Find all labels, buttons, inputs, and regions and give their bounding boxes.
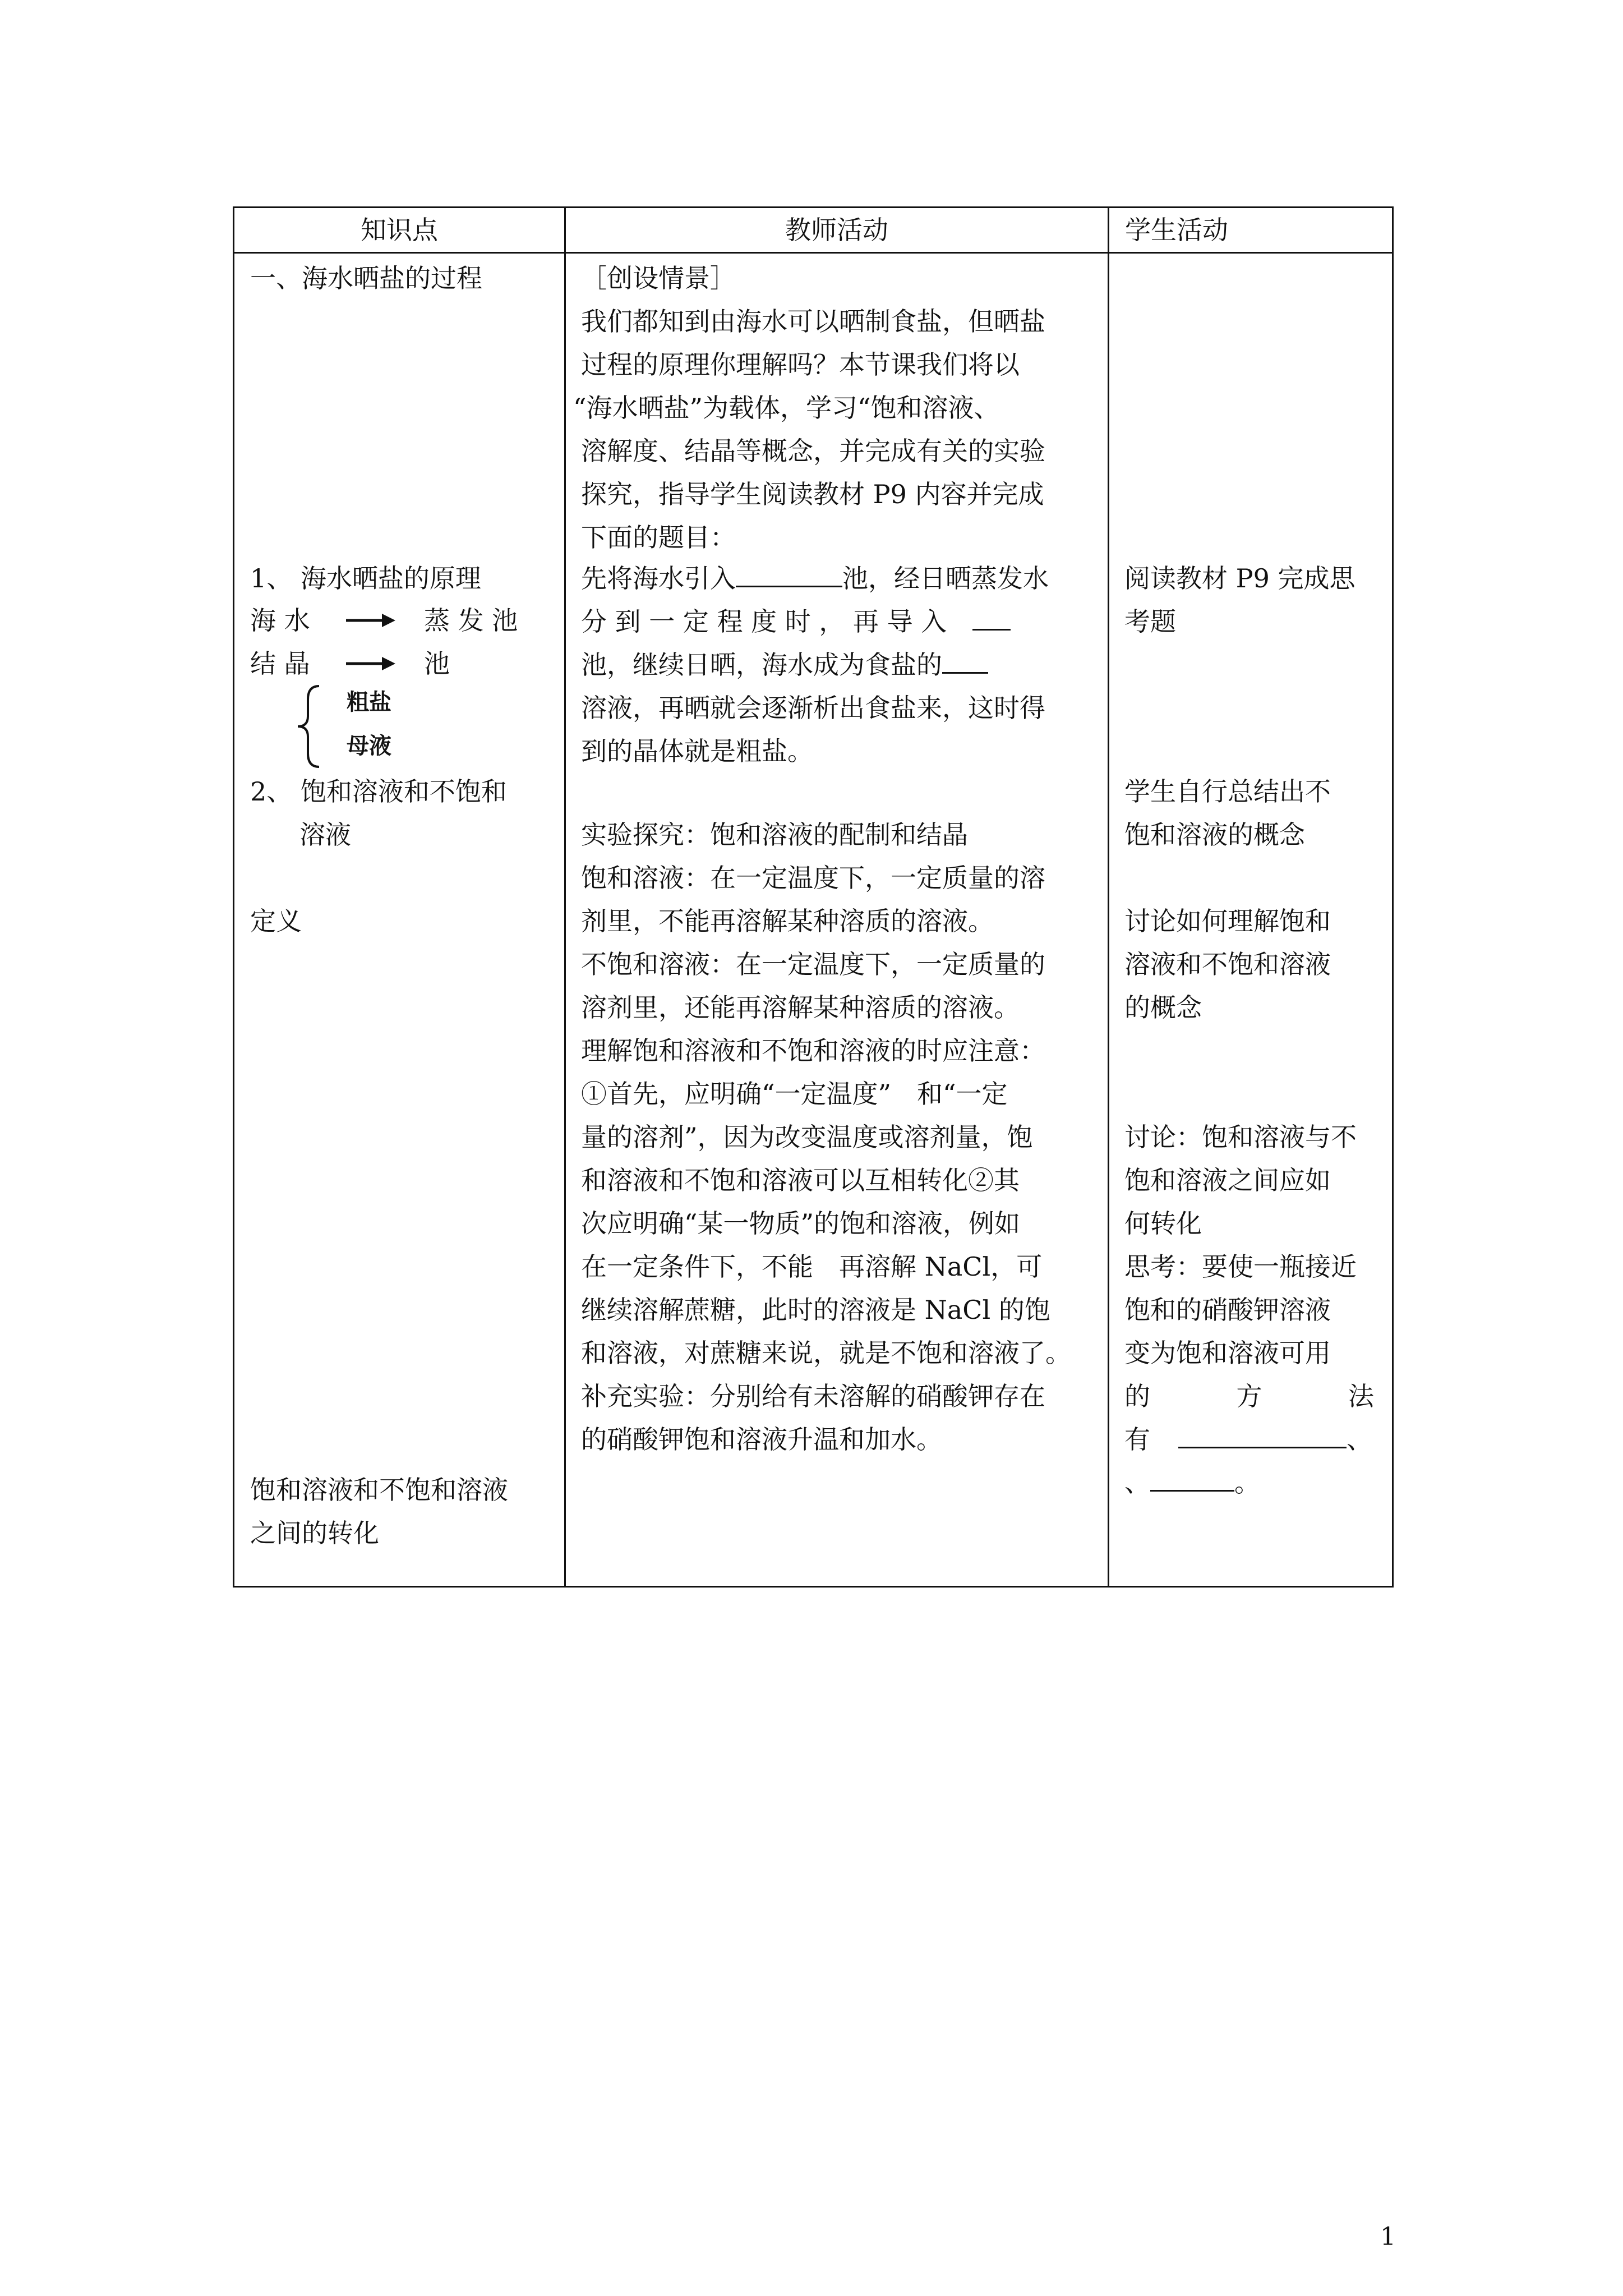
item2-title-line2: 溶液 bbox=[299, 820, 351, 850]
summary-line2: 饱和溶液的概念 bbox=[1124, 820, 1305, 850]
page-number: 1 bbox=[1380, 2223, 1396, 2251]
answer-blank bbox=[1150, 1467, 1234, 1492]
header-student-activity: 学生活动 bbox=[1125, 215, 1228, 245]
body-line: 量的溶剂”，因为改变温度或溶剂量，饱 bbox=[581, 1122, 1033, 1152]
answer-text: 、 bbox=[1347, 1424, 1372, 1455]
intro-line: 溶解度、结晶等概念，并完成有关的实验 bbox=[581, 436, 1045, 466]
body-line: 和溶液和不饱和溶液可以互相转化②其 bbox=[581, 1165, 1020, 1195]
flow-crude-salt: 粗盐 bbox=[347, 689, 391, 715]
summary-line1: 学生自行总结出不 bbox=[1124, 776, 1331, 807]
intro-line: 下面的题目： bbox=[581, 522, 736, 553]
intro-line: 探究，指导学生阅读教材 P9 内容并完成 bbox=[581, 479, 1044, 509]
item1-title: 1、 海水晒盐的原理 bbox=[250, 563, 481, 593]
fill-text: 分 到 一 定 程 度 时 ， 再 导 入 bbox=[581, 606, 947, 637]
body-line: 溶剂里，还能再溶解某种溶质的溶液。 bbox=[581, 992, 1020, 1023]
method-line bbox=[1124, 1375, 1374, 1418]
method-word: 方 bbox=[1236, 1381, 1262, 1411]
fill-blank bbox=[972, 606, 1011, 631]
body-line: 和溶液，对蔗糖来说，就是不饱和溶液了。 bbox=[581, 1338, 1071, 1368]
body-line: 继续溶解蔗糖，此时的溶液是 NaCl 的饱 bbox=[581, 1295, 1050, 1325]
discuss1-line: 的概念 bbox=[1124, 992, 1202, 1023]
read-prompt-line2: 考题 bbox=[1124, 606, 1176, 637]
fill-line-5: 到的晶体就是粗盐。 bbox=[581, 736, 813, 766]
intro-line: 我们都知到由海水可以晒制食盐，但晒盐 bbox=[581, 306, 1045, 337]
flow-evaporation-pool-wrap bbox=[424, 599, 546, 642]
body-line: 不饱和溶液：在一定温度下，一定质量的 bbox=[581, 949, 1045, 979]
lesson-table bbox=[233, 206, 1394, 1588]
fill-line-3 bbox=[581, 643, 988, 687]
right-arrow-icon bbox=[345, 611, 396, 630]
answer-blank bbox=[1178, 1424, 1347, 1448]
column-divider bbox=[564, 208, 566, 1586]
flow-pool: 池 bbox=[424, 648, 450, 679]
discuss2-line: 饱和溶液之间应如 bbox=[1124, 1165, 1331, 1195]
method-line-wrap bbox=[1124, 1375, 1374, 1418]
conversion-label-line1: 饱和溶液和不饱和溶液 bbox=[250, 1475, 508, 1505]
fill-blank bbox=[942, 650, 988, 674]
flow-mother-liquor: 母液 bbox=[347, 733, 391, 759]
scenario-title: ［创设情景］ bbox=[581, 263, 736, 293]
body-line: 饱和溶液：在一定温度下，一定质量的溶 bbox=[581, 863, 1045, 893]
discuss2-line: 讨论：饱和溶液与不 bbox=[1124, 1122, 1357, 1152]
fill-blank bbox=[736, 563, 842, 587]
read-prompt-line1: 阅读教材 P9 完成思 bbox=[1124, 563, 1355, 593]
fill-line-4: 溶液，再晒就会逐渐析出食盐来，这时得 bbox=[581, 693, 1045, 723]
flow-seawater: 海 水 bbox=[250, 605, 310, 636]
flow-evaporation-pool: 蒸 发 池 bbox=[424, 605, 518, 636]
fill-text: 池，继续日晒，海水成为食盐的 bbox=[581, 650, 942, 680]
answer-text: 、 bbox=[1124, 1467, 1150, 1498]
body-line: 的硝酸钾饱和溶液升温和加水。 bbox=[581, 1424, 942, 1455]
body-line: 在一定条件下，不能 再溶解 NaCl，可 bbox=[581, 1251, 1043, 1282]
discuss1-line: 讨论如何理解饱和 bbox=[1124, 906, 1331, 936]
answer-line-2 bbox=[1124, 1461, 1260, 1504]
fill-text: 池，经日晒蒸发水 bbox=[842, 563, 1049, 593]
definition-label: 定义 bbox=[250, 906, 302, 936]
body-line: 补充实验：分别给有未溶解的硝酸钾存在 bbox=[581, 1381, 1045, 1411]
intro-line: “海水晒盐”为载体，学习“饱和溶液、 bbox=[573, 393, 1000, 423]
answer-text: 有 bbox=[1124, 1424, 1150, 1455]
discuss2-line: 何转化 bbox=[1124, 1208, 1202, 1239]
think-line: 变为饱和溶液可用 bbox=[1124, 1338, 1331, 1368]
item2-title-line1: 2、 饱和溶液和不饱和 bbox=[250, 776, 507, 807]
flow-crystallization: 结 晶 bbox=[250, 648, 310, 679]
think-line: 饱和的硝酸钾溶液 bbox=[1124, 1295, 1331, 1325]
experiment-title: 实验探究：饱和溶液的配制和结晶 bbox=[581, 820, 968, 850]
answer-text: 。 bbox=[1234, 1467, 1260, 1498]
header-teacher-activity: 教师活动 bbox=[785, 215, 888, 245]
body-line: ①首先，应明确“一定温度” 和“一定 bbox=[581, 1079, 1008, 1109]
body-line: 次应明确“某一物质”的饱和溶液，例如 bbox=[581, 1208, 1021, 1239]
fill-text: 先将海水引入 bbox=[581, 563, 736, 593]
fill-line-2 bbox=[581, 600, 1011, 643]
fill-line-1 bbox=[581, 557, 1049, 600]
header-knowledge-point: 知识点 bbox=[361, 215, 438, 245]
right-arrow-icon bbox=[345, 654, 396, 673]
discuss1-line: 溶液和不饱和溶液 bbox=[1124, 949, 1331, 979]
header-divider bbox=[234, 252, 1392, 254]
body-line: 理解饱和溶液和不饱和溶液的时应注意： bbox=[581, 1036, 1045, 1066]
conversion-label-line2: 之间的转化 bbox=[250, 1518, 379, 1548]
think-line: 思考：要使一瓶接近 bbox=[1124, 1251, 1357, 1282]
method-word: 法 bbox=[1348, 1381, 1374, 1411]
body-line: 剂里，不能再溶解某种溶质的溶液。 bbox=[581, 906, 994, 936]
intro-line: 过程的原理你理解吗？本节课我们将以 bbox=[581, 349, 1020, 380]
section-title: 一、海水晒盐的过程 bbox=[250, 263, 482, 293]
curly-brace-icon bbox=[294, 684, 321, 769]
answer-line-1 bbox=[1124, 1418, 1372, 1461]
method-word: 的 bbox=[1124, 1381, 1150, 1411]
column-divider bbox=[1108, 208, 1109, 1586]
